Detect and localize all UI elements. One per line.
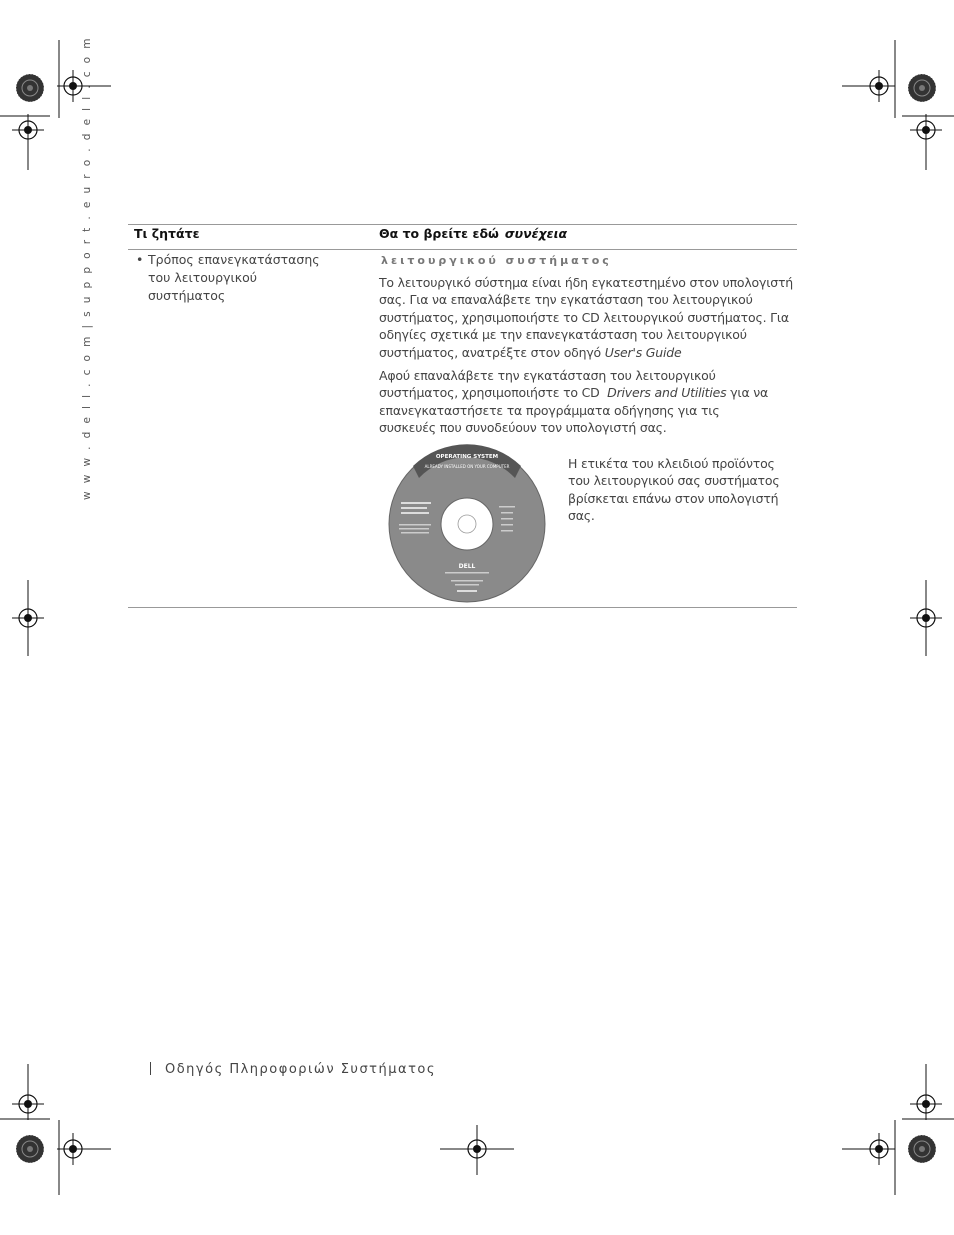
dell-logo: DELL <box>458 563 476 570</box>
paragraph-drivers-text-start: Αφού επαναλάβετε την εγκατάσταση του λειτουργικού συστήματος, χρησιμοποιήστε το CD <box>379 368 716 401</box>
page-footer <box>150 1062 436 1077</box>
users-guide-title: User's Guide <box>604 344 682 360</box>
footer-divider <box>150 1062 151 1075</box>
paragraph-drivers-text-end: για να επανεγκαταστήσετε τα προγράμματα οδήγησης για τις συσκευές που συνοδεύουν τον υπολογιστή σας. <box>379 385 769 436</box>
cd-label-title: OPERATING SYSTEM <box>435 454 499 460</box>
paragraph-reinstall <box>379 274 799 361</box>
side-url: w w w . d e l l . c o m | s u p p o r t . e u r o . d e l l . c o m <box>81 36 93 500</box>
cd-caption: Η ετικέτα του κλειδιού προϊόντος του λειτουργικού σας συστήματος βρίσκεται επάνω στον υπολογιστή σας. <box>568 456 780 524</box>
section-title: λειτουργικού συστήματος <box>381 254 612 267</box>
registration-target-icon <box>910 114 942 146</box>
list-item <box>136 251 336 305</box>
column-header-what <box>134 226 200 241</box>
cd-image <box>387 444 547 604</box>
star-target-icon <box>908 1135 936 1163</box>
paragraph-reinstall-text: Το λειτουργικό σύστημα είναι ήδη εγκατεστημένο στον υπολογιστή σας. Για να επαναλάβετε την εγκατάσταση του λειτουργικού συστήματος, χρησιμοποιήστε το CD λειτουργικού συστήματος. Για οδηγίες σχετικά με την επανεγκατάσταση του λειτουργικού συστήματος, ανατρέξτε στον οδηγό <box>379 275 793 360</box>
registration-target-icon <box>57 1133 89 1165</box>
table-bottom-rule <box>128 607 797 608</box>
bullet-icon: • <box>136 252 144 267</box>
drivers-utilities-title: Drivers and Utilities <box>607 385 727 401</box>
column-header-where-label: Θα το βρείτε εδώ <box>379 226 499 241</box>
table-header-rule <box>128 249 797 250</box>
registration-target-icon <box>12 114 44 146</box>
registration-target-icon <box>863 70 895 102</box>
cd-disc-icon <box>387 444 547 604</box>
footer-title: Οδηγός Πληροφοριών Συστήματος <box>165 1062 436 1077</box>
registration-target-icon <box>863 1133 895 1165</box>
table-top-rule <box>128 224 797 225</box>
paragraph-drivers <box>379 367 779 437</box>
star-target-icon <box>16 74 44 102</box>
cd-label-subtitle: ALREADY INSTALLED ON YOUR COMPUTER <box>424 464 510 469</box>
item-label: Τρόπος επανεγκατάστασης του λειτουργικού συστήματος <box>148 252 320 303</box>
star-target-icon <box>16 1135 44 1163</box>
column-header-what-label: Τι ζητάτε <box>134 226 200 241</box>
registration-target-icon <box>910 1088 942 1120</box>
continued-label: συνέχεια <box>504 226 568 241</box>
star-target-icon <box>908 74 936 102</box>
column-header-where <box>379 226 567 241</box>
registration-target-icon <box>12 1088 44 1120</box>
